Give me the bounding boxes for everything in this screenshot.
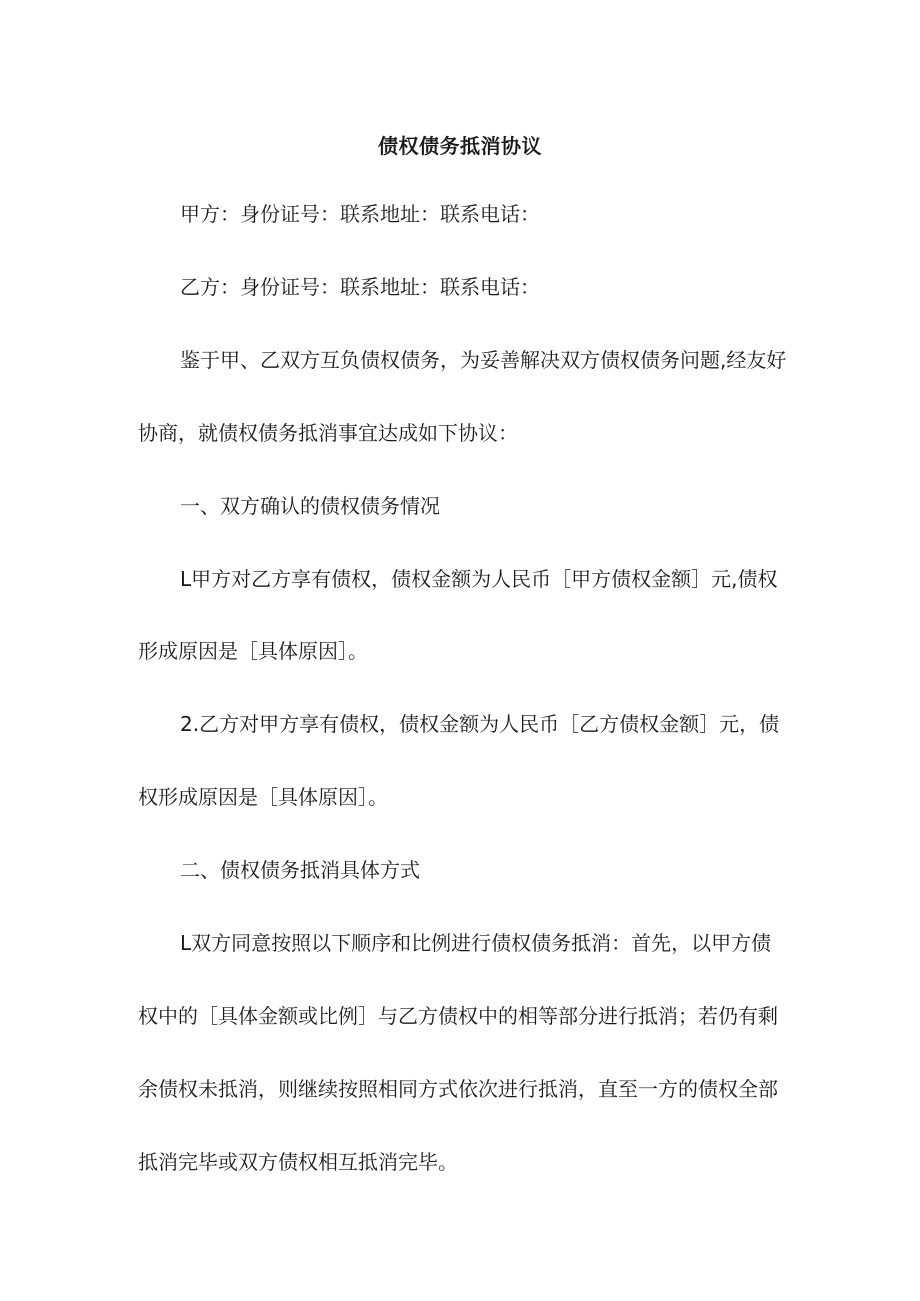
party-a-info: 甲方：身份证号：联系地址：联系电话： [180,202,540,226]
section-1-heading: 一、双方确认的债权债务情况 [180,494,440,518]
section-2-item-1-line-4: 抵消完毕或双方债权相互抵消完毕。 [138,1150,458,1174]
section-1-item-1-line-1: L甲方对乙方享有债权，债权金额为人民币［甲方债权金额］元,债权 [180,567,778,591]
section-2-item-1-line-3: 余债权未抵消，则继续按照相同方式依次进行抵消，直至一方的债权全部 [138,1077,778,1101]
document-title: 债权债务抵消协议 [378,134,542,158]
section-2-heading: 二、债权债务抵消具体方式 [180,858,420,882]
section-2-item-1-line-2: 权中的［具体金额或比例］与乙方债权中的相等部分进行抵消；若仍有剩 [138,1004,778,1028]
section-1-item-2-line-1: 2.乙方对甲方享有债权，债权金额为人民币［乙方债权金额］元，债 [180,712,780,736]
section-1-item-1-line-2: 形成原因是［具体原因］。 [138,639,368,663]
intro-paragraph-line-2: 协商，就债权债务抵消事宜达成如下协议： [138,421,518,445]
section-1-item-2-line-2: 权形成原因是［具体原因］。 [138,785,388,809]
intro-paragraph-line-1: 鉴于甲、乙双方互负债权债务，为妥善解决双方债权债务问题,经友好 [180,348,787,372]
section-2-item-1-line-1: L双方同意按照以下顺序和比例进行债权债务抵消：首先，以甲方债 [180,931,772,955]
party-b-info: 乙方：身份证号：联系地址：联系电话： [180,275,540,299]
